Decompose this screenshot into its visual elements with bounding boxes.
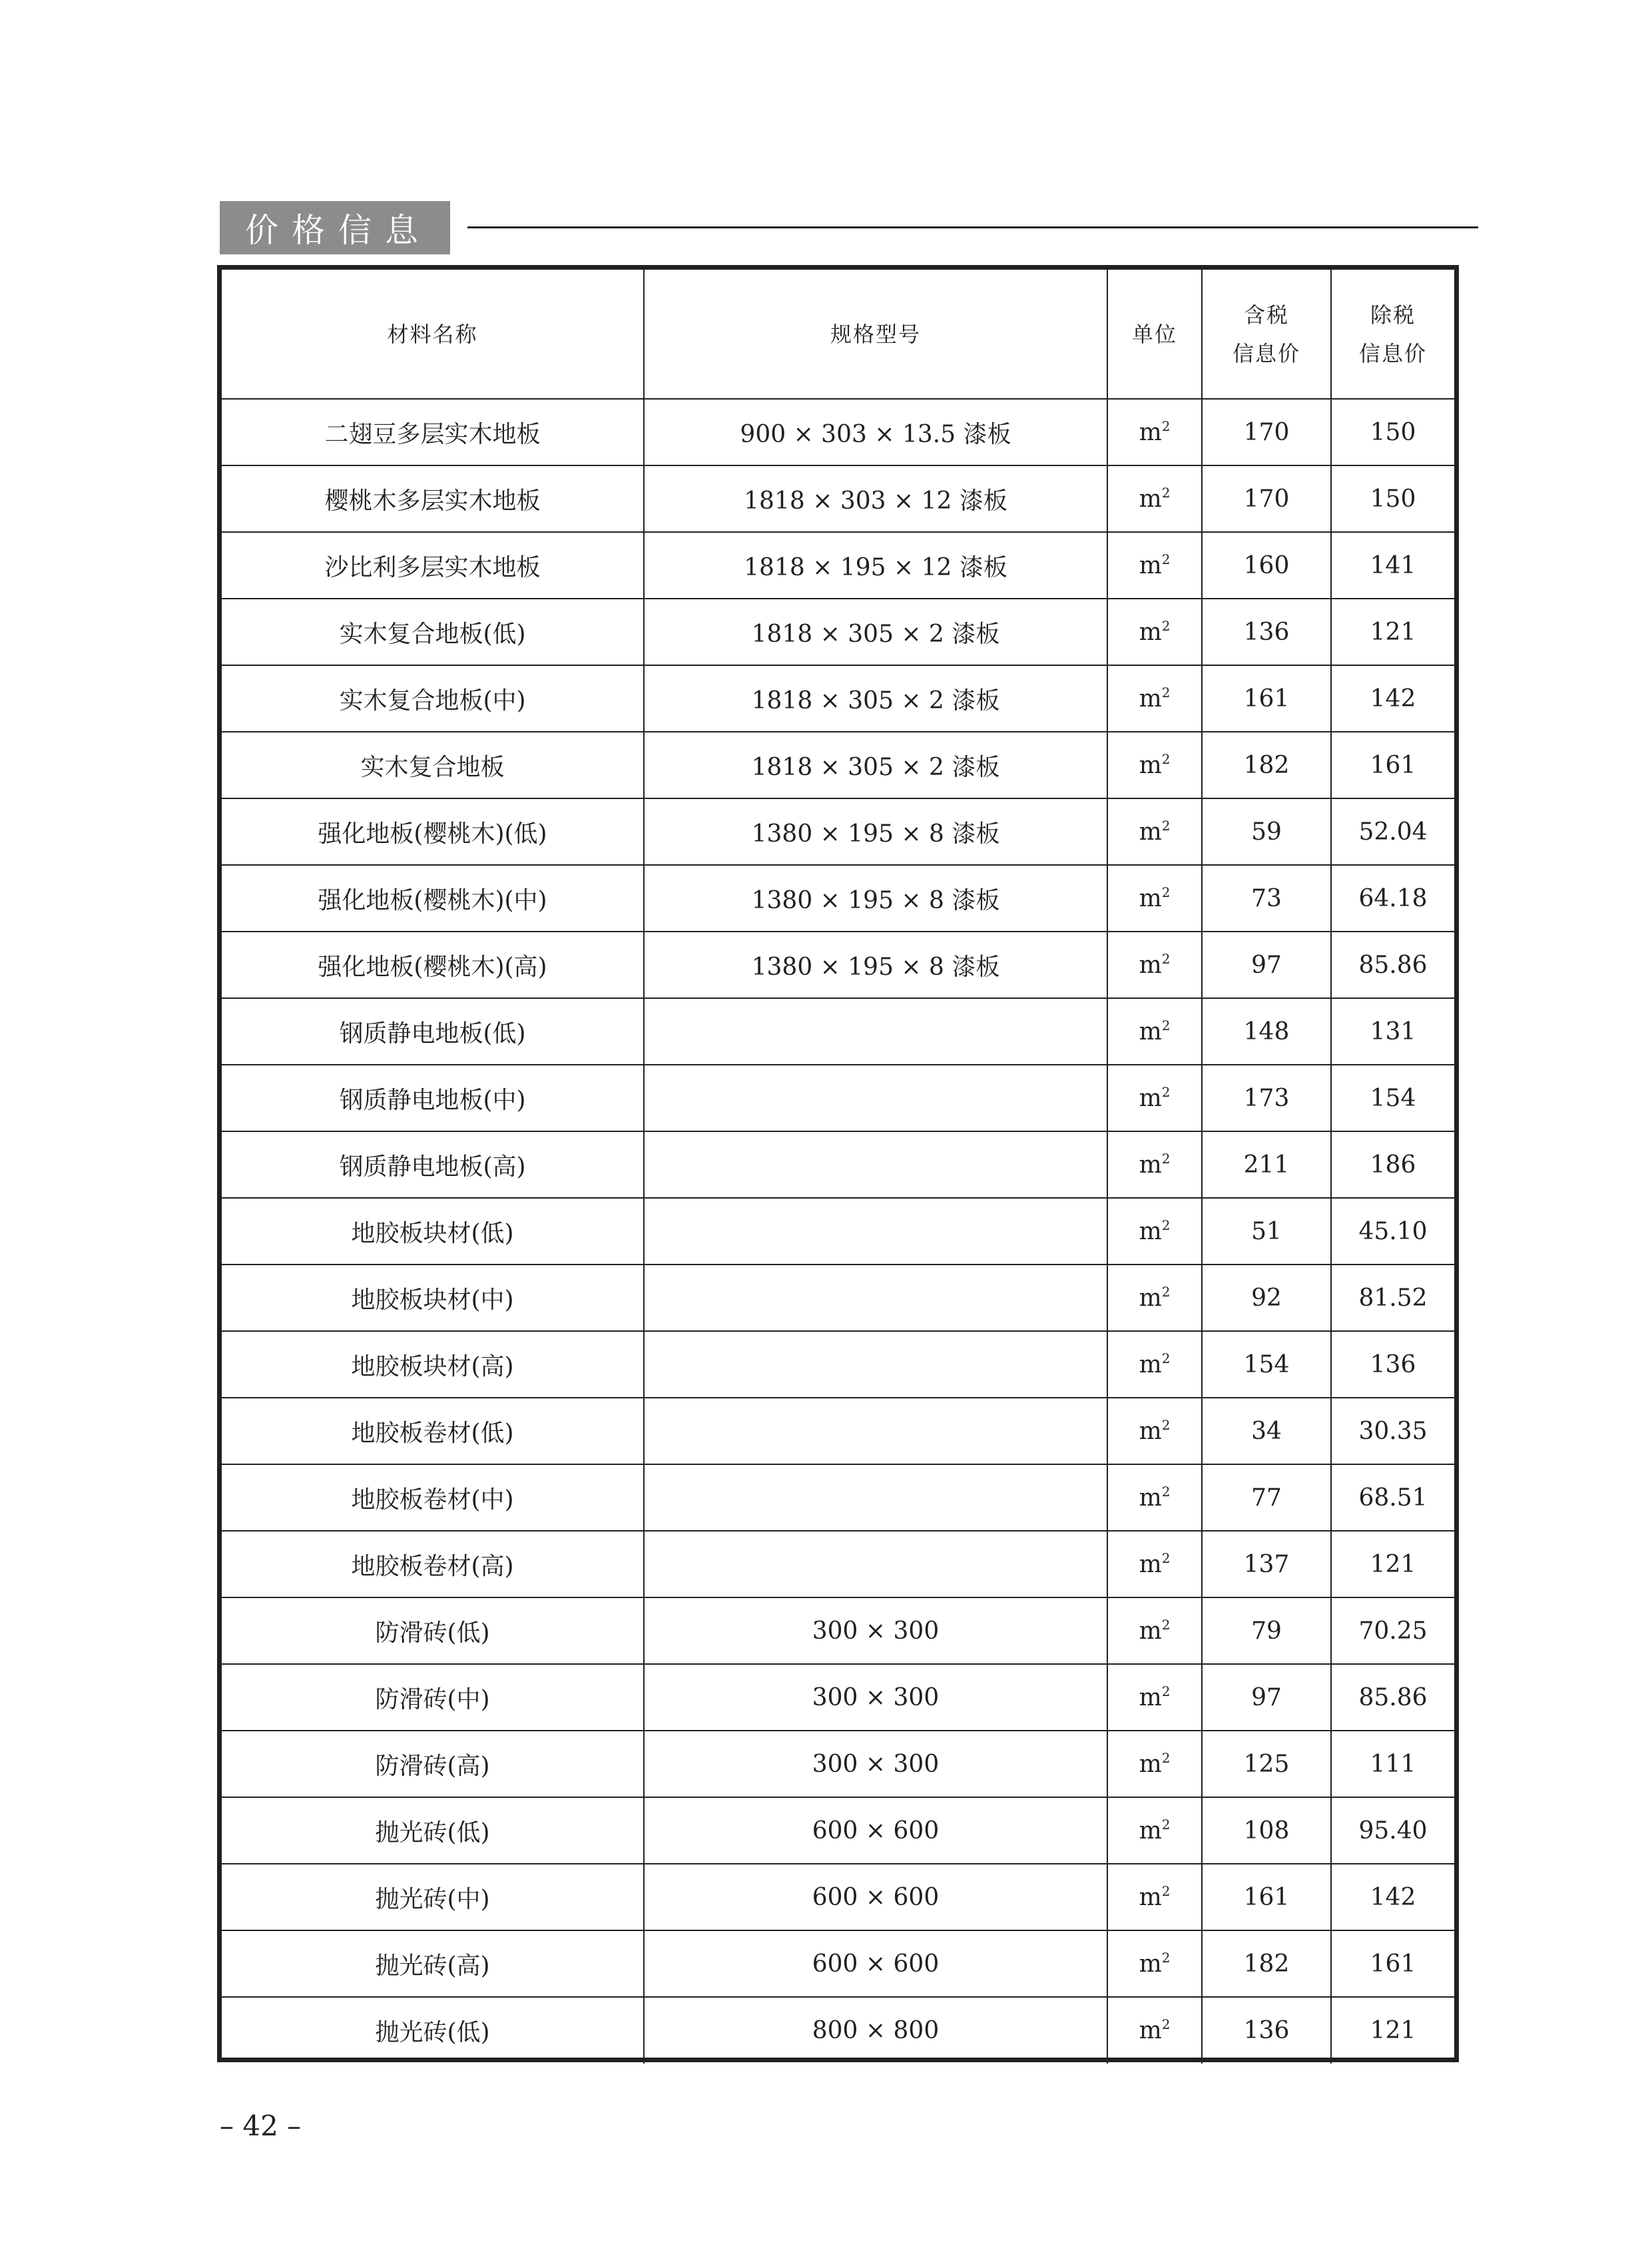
- page-number: – 42 –: [220, 2110, 302, 2142]
- column-header-unit: 单位: [1107, 270, 1202, 399]
- unit-exponent: 2: [1161, 1949, 1171, 1966]
- unit-base: m: [1139, 1950, 1162, 1978]
- cell-unit: [1107, 1664, 1202, 1731]
- unit-base: m: [1139, 485, 1162, 513]
- unit-exponent: 2: [1161, 1816, 1171, 1833]
- cell-spec: [644, 1398, 1107, 1464]
- cell-spec: 1380 × 195 × 8 漆板: [644, 932, 1107, 998]
- unit-exponent: 2: [1161, 750, 1171, 767]
- unit-base: m: [1139, 418, 1162, 446]
- cell-price-tax: 182: [1202, 732, 1331, 798]
- header-rule: [467, 226, 1478, 228]
- table-row: [222, 1930, 1454, 1997]
- cell-unit: [1107, 399, 1202, 465]
- cell-price-tax: 34: [1202, 1398, 1331, 1464]
- cell-unit: [1107, 1597, 1202, 1664]
- cell-price-notax: 45.10: [1331, 1198, 1454, 1265]
- cell-price-tax: 51: [1202, 1198, 1331, 1265]
- cell-spec: 1380 × 195 × 8 漆板: [644, 798, 1107, 865]
- cell-material-name: 抛光砖(高): [222, 1930, 644, 1997]
- cell-price-notax: 136: [1331, 1331, 1454, 1398]
- cell-spec: 300 × 300: [644, 1597, 1107, 1664]
- cell-material-name: 抛光砖(低): [222, 1997, 644, 2064]
- table-row: [222, 665, 1454, 732]
- cell-price-tax: 148: [1202, 998, 1331, 1065]
- price-table: [222, 270, 1454, 2064]
- table-row: [222, 798, 1454, 865]
- cell-spec: 1818 × 195 × 12 漆板: [644, 532, 1107, 599]
- cell-material-name: 抛光砖(中): [222, 1864, 644, 1930]
- cell-spec: 800 × 800: [644, 1997, 1107, 2064]
- unit-exponent: 2: [1161, 884, 1171, 900]
- unit-base: m: [1139, 1617, 1162, 1645]
- cell-price-tax: 170: [1202, 399, 1331, 465]
- table-row: [222, 932, 1454, 998]
- unit-base: m: [1139, 1484, 1162, 1512]
- unit-exponent: 2: [1161, 484, 1171, 501]
- cell-price-notax: 121: [1331, 1997, 1454, 2064]
- cell-material-name: 地胶板卷材(中): [222, 1464, 644, 1531]
- unit-base: m: [1139, 1084, 1162, 1112]
- table-row: [222, 599, 1454, 665]
- cell-spec: [644, 1131, 1107, 1198]
- column-header-price-tax-line1: 含税: [1243, 302, 1289, 328]
- cell-price-notax: 186: [1331, 1131, 1454, 1198]
- unit-exponent: 2: [1161, 1350, 1171, 1366]
- cell-material-name: 地胶板卷材(高): [222, 1531, 644, 1597]
- unit-base: m: [1139, 2017, 1162, 2044]
- cell-material-name: 防滑砖(低): [222, 1597, 644, 1664]
- cell-price-tax: 173: [1202, 1065, 1331, 1131]
- unit-exponent: 2: [1161, 1749, 1171, 1766]
- cell-unit: [1107, 465, 1202, 532]
- cell-material-name: 强化地板(樱桃木)(低): [222, 798, 644, 865]
- cell-price-tax: 92: [1202, 1265, 1331, 1331]
- unit-base: m: [1139, 1284, 1162, 1312]
- table-body: [222, 399, 1454, 2064]
- unit-exponent: 2: [1161, 1683, 1171, 1699]
- cell-price-tax: 160: [1202, 532, 1331, 599]
- unit-exponent: 2: [1161, 1150, 1171, 1167]
- cell-unit: [1107, 932, 1202, 998]
- cell-price-notax: 85.86: [1331, 1664, 1454, 1731]
- table-row: [222, 1531, 1454, 1597]
- cell-unit: [1107, 1464, 1202, 1531]
- cell-price-notax: 150: [1331, 465, 1454, 532]
- cell-price-tax: 161: [1202, 1864, 1331, 1930]
- cell-price-tax: 182: [1202, 1930, 1331, 1997]
- unit-base: m: [1139, 618, 1162, 646]
- unit-exponent: 2: [1161, 684, 1171, 701]
- unit-base: m: [1139, 751, 1162, 779]
- cell-material-name: 地胶板块材(中): [222, 1265, 644, 1331]
- unit-exponent: 2: [1161, 1217, 1171, 1233]
- cell-material-name: 地胶板块材(高): [222, 1331, 644, 1398]
- cell-unit: [1107, 1797, 1202, 1864]
- cell-price-notax: 161: [1331, 1930, 1454, 1997]
- cell-price-notax: 161: [1331, 732, 1454, 798]
- unit-base: m: [1139, 951, 1162, 979]
- price-table-frame: [217, 265, 1459, 2062]
- table-row: [222, 1198, 1454, 1265]
- cell-unit: [1107, 1331, 1202, 1398]
- column-header-price-tax: [1202, 270, 1331, 399]
- table-row: [222, 1797, 1454, 1864]
- cell-spec: [644, 1464, 1107, 1531]
- unit-exponent: 2: [1161, 1283, 1171, 1300]
- cell-unit: [1107, 665, 1202, 732]
- table-row: [222, 1065, 1454, 1131]
- cell-material-name: 沙比利多层实木地板: [222, 532, 644, 599]
- cell-price-notax: 64.18: [1331, 865, 1454, 932]
- column-header-price-notax: [1331, 270, 1454, 399]
- unit-exponent: 2: [1161, 617, 1171, 634]
- cell-price-notax: 30.35: [1331, 1398, 1454, 1464]
- unit-exponent: 2: [1161, 950, 1171, 967]
- table-row: [222, 1398, 1454, 1464]
- cell-price-tax: 77: [1202, 1464, 1331, 1531]
- table-row: [222, 465, 1454, 532]
- cell-unit: [1107, 1731, 1202, 1797]
- unit-exponent: 2: [1161, 1083, 1171, 1100]
- cell-material-name: 钢质静电地板(低): [222, 998, 644, 1065]
- unit-exponent: 2: [1161, 1550, 1171, 1566]
- cell-price-tax: 136: [1202, 1997, 1331, 2064]
- table-header-row: [222, 270, 1454, 399]
- cell-spec: 600 × 600: [644, 1930, 1107, 1997]
- column-header-name: 材料名称: [222, 270, 644, 399]
- unit-base: m: [1139, 818, 1162, 846]
- cell-unit: [1107, 865, 1202, 932]
- cell-price-notax: 141: [1331, 532, 1454, 599]
- table-row: [222, 1265, 1454, 1331]
- unit-base: m: [1139, 1750, 1162, 1778]
- cell-price-notax: 52.04: [1331, 798, 1454, 865]
- cell-unit: [1107, 599, 1202, 665]
- cell-material-name: 实木复合地板(低): [222, 599, 644, 665]
- table-row: [222, 1131, 1454, 1198]
- unit-exponent: 2: [1161, 418, 1171, 434]
- cell-price-notax: 154: [1331, 1065, 1454, 1131]
- cell-material-name: 防滑砖(中): [222, 1664, 644, 1731]
- cell-spec: 1818 × 305 × 2 漆板: [644, 599, 1107, 665]
- cell-price-tax: 59: [1202, 798, 1331, 865]
- unit-base: m: [1139, 1217, 1162, 1245]
- unit-base: m: [1139, 884, 1162, 912]
- cell-spec: 900 × 303 × 13.5 漆板: [644, 399, 1107, 465]
- table-row: [222, 732, 1454, 798]
- cell-spec: [644, 1331, 1107, 1398]
- cell-unit: [1107, 532, 1202, 599]
- cell-material-name: 实木复合地板(中): [222, 665, 644, 732]
- cell-material-name: 钢质静电地板(高): [222, 1131, 644, 1198]
- unit-base: m: [1139, 1550, 1162, 1578]
- column-header-spec: 规格型号: [644, 270, 1107, 399]
- cell-price-notax: 142: [1331, 1864, 1454, 1930]
- cell-price-tax: 97: [1202, 932, 1331, 998]
- cell-spec: [644, 1065, 1107, 1131]
- unit-exponent: 2: [1161, 1483, 1171, 1500]
- cell-spec: 600 × 600: [644, 1797, 1107, 1864]
- unit-exponent: 2: [1161, 817, 1171, 834]
- cell-spec: 1818 × 305 × 2 漆板: [644, 665, 1107, 732]
- cell-unit: [1107, 1398, 1202, 1464]
- unit-base: m: [1139, 551, 1162, 579]
- unit-base: m: [1139, 1683, 1162, 1711]
- cell-material-name: 地胶板卷材(低): [222, 1398, 644, 1464]
- cell-unit: [1107, 1930, 1202, 1997]
- cell-material-name: 地胶板块材(低): [222, 1198, 644, 1265]
- cell-price-tax: 137: [1202, 1531, 1331, 1597]
- cell-price-notax: 111: [1331, 1731, 1454, 1797]
- cell-material-name: 防滑砖(高): [222, 1731, 644, 1797]
- cell-price-notax: 85.86: [1331, 932, 1454, 998]
- cell-unit: [1107, 1131, 1202, 1198]
- table-row: [222, 1464, 1454, 1531]
- section-header: [220, 201, 1478, 254]
- cell-material-name: 二翅豆多层实木地板: [222, 399, 644, 465]
- cell-price-tax: 170: [1202, 465, 1331, 532]
- cell-spec: [644, 1531, 1107, 1597]
- cell-price-notax: 121: [1331, 599, 1454, 665]
- cell-price-tax: 154: [1202, 1331, 1331, 1398]
- cell-material-name: 抛光砖(低): [222, 1797, 644, 1864]
- column-header-price-notax-line2: 信息价: [1358, 340, 1427, 366]
- cell-price-notax: 131: [1331, 998, 1454, 1065]
- cell-material-name: 樱桃木多层实木地板: [222, 465, 644, 532]
- cell-price-notax: 70.25: [1331, 1597, 1454, 1664]
- cell-unit: [1107, 1065, 1202, 1131]
- cell-price-notax: 150: [1331, 399, 1454, 465]
- cell-unit: [1107, 1864, 1202, 1930]
- table-row: [222, 1664, 1454, 1731]
- cell-material-name: 实木复合地板: [222, 732, 644, 798]
- unit-exponent: 2: [1161, 2016, 1171, 2032]
- cell-price-notax: 121: [1331, 1531, 1454, 1597]
- cell-price-tax: 97: [1202, 1664, 1331, 1731]
- unit-exponent: 2: [1161, 1017, 1171, 1033]
- unit-exponent: 2: [1161, 1882, 1171, 1899]
- column-header-price-notax-line1: 除税: [1370, 302, 1416, 328]
- cell-spec: [644, 1198, 1107, 1265]
- cell-unit: [1107, 798, 1202, 865]
- cell-material-name: 强化地板(樱桃木)(高): [222, 932, 644, 998]
- unit-exponent: 2: [1161, 551, 1171, 567]
- table-row: [222, 865, 1454, 932]
- cell-spec: [644, 998, 1107, 1065]
- cell-price-tax: 161: [1202, 665, 1331, 732]
- unit-base: m: [1139, 1883, 1162, 1911]
- unit-exponent: 2: [1161, 1616, 1171, 1633]
- cell-material-name: 钢质静电地板(中): [222, 1065, 644, 1131]
- cell-price-notax: 142: [1331, 665, 1454, 732]
- unit-base: m: [1139, 685, 1162, 712]
- cell-price-tax: 79: [1202, 1597, 1331, 1664]
- cell-price-notax: 81.52: [1331, 1265, 1454, 1331]
- cell-spec: 1818 × 305 × 2 漆板: [644, 732, 1107, 798]
- cell-unit: [1107, 1198, 1202, 1265]
- cell-unit: [1107, 998, 1202, 1065]
- cell-spec: 300 × 300: [644, 1731, 1107, 1797]
- unit-base: m: [1139, 1350, 1162, 1378]
- section-title: 价格信息: [220, 201, 450, 254]
- unit-base: m: [1139, 1417, 1162, 1445]
- cell-unit: [1107, 732, 1202, 798]
- cell-price-tax: 136: [1202, 599, 1331, 665]
- cell-spec: 300 × 300: [644, 1664, 1107, 1731]
- cell-price-tax: 125: [1202, 1731, 1331, 1797]
- cell-price-tax: 108: [1202, 1797, 1331, 1864]
- table-row: [222, 532, 1454, 599]
- cell-material-name: 强化地板(樱桃木)(中): [222, 865, 644, 932]
- cell-price-tax: 73: [1202, 865, 1331, 932]
- table-row: [222, 1997, 1454, 2064]
- cell-price-tax: 211: [1202, 1131, 1331, 1198]
- cell-spec: [644, 1265, 1107, 1331]
- table-row: [222, 399, 1454, 465]
- unit-base: m: [1139, 1151, 1162, 1179]
- cell-price-notax: 95.40: [1331, 1797, 1454, 1864]
- table-row: [222, 1731, 1454, 1797]
- cell-spec: 1380 × 195 × 8 漆板: [644, 865, 1107, 932]
- cell-unit: [1107, 1265, 1202, 1331]
- unit-base: m: [1139, 1817, 1162, 1844]
- column-header-price-tax-line2: 信息价: [1232, 340, 1300, 366]
- table-row: [222, 1864, 1454, 1930]
- cell-spec: 600 × 600: [644, 1864, 1107, 1930]
- cell-unit: [1107, 1997, 1202, 2064]
- unit-base: m: [1139, 1017, 1162, 1045]
- table-row: [222, 1597, 1454, 1664]
- table-row: [222, 1331, 1454, 1398]
- unit-exponent: 2: [1161, 1416, 1171, 1433]
- cell-spec: 1818 × 303 × 12 漆板: [644, 465, 1107, 532]
- table-row: [222, 998, 1454, 1065]
- cell-unit: [1107, 1531, 1202, 1597]
- cell-price-notax: 68.51: [1331, 1464, 1454, 1531]
